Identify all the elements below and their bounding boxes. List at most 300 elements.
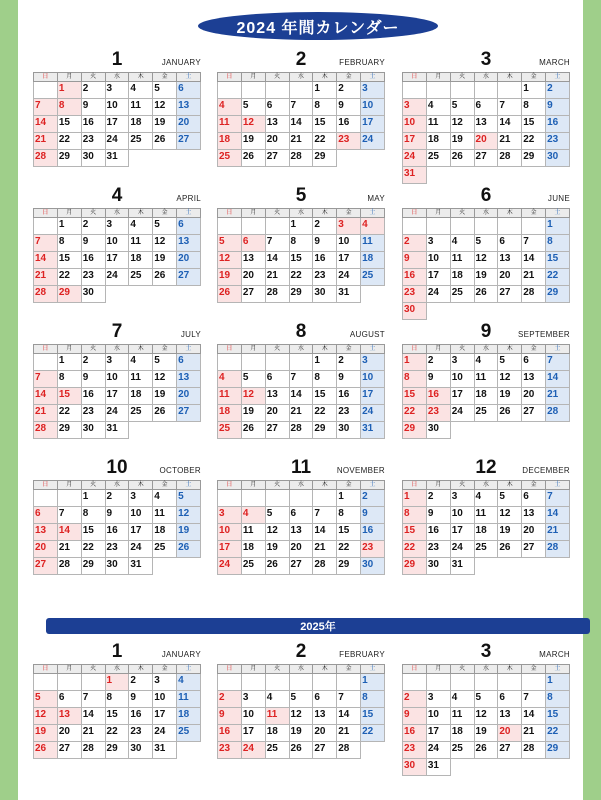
day-cell [313,269,337,286]
day-number: 4 [130,219,136,230]
day-cell [57,371,81,388]
day-cell [177,82,201,99]
day-cell [57,490,81,507]
day-number: 15 [58,389,70,400]
day-cell [337,674,361,691]
weekday-header: 月 [57,481,81,490]
day-number: 6 [178,83,184,94]
day-cell [218,116,242,133]
weekday-header: 土 [177,481,201,490]
weekday-header: 金 [337,73,361,82]
day-cell [522,725,546,742]
day-number: 18 [451,270,463,281]
day-cell [153,286,177,303]
day-cell [546,759,570,776]
week-row [403,167,570,184]
day-cell [265,524,289,541]
week-row [403,708,570,725]
day-cell [105,742,129,759]
day-cell [177,116,201,133]
week-row [218,558,385,575]
week-row [403,133,570,150]
day-cell [241,133,265,150]
day-number: 15 [404,389,416,400]
day-cell [498,354,522,371]
day-cell [403,725,427,742]
day-cell [289,371,313,388]
week-row [218,490,385,507]
day-number: 26 [154,134,166,145]
day-number: 15 [290,253,302,264]
weekday-header: 土 [361,665,385,674]
day-cell [129,150,153,167]
day-number: 28 [290,151,302,162]
day-cell [474,691,498,708]
day-number: 21 [523,726,535,737]
day-cell [265,691,289,708]
weekday-header: 日 [218,481,242,490]
day-number: 12 [219,253,231,264]
day-number: 18 [475,389,487,400]
day-number: 8 [338,508,344,519]
weekday-header: 火 [265,345,289,354]
day-cell [498,388,522,405]
day-cell [129,524,153,541]
month-name: JANUARY [161,650,201,659]
day-number: 31 [404,168,416,179]
day-number: 28 [35,423,47,434]
day-number: 26 [499,542,511,553]
day-cell [498,490,522,507]
day-cell [81,507,105,524]
day-cell [546,708,570,725]
day-number: 8 [82,508,89,519]
day-cell [361,422,385,439]
day-number: 9 [338,100,344,111]
day-cell [177,286,201,303]
day-number: 11 [130,236,141,247]
day-cell [177,490,201,507]
weekday-header: 水 [105,481,129,490]
day-cell [34,422,58,439]
day-number: 26 [290,743,302,754]
day-cell [337,490,361,507]
day-number: 4 [427,100,434,111]
day-cell [337,725,361,742]
week-row [403,541,570,558]
day-cell [546,252,570,269]
day-cell [34,558,58,575]
day-cell [450,218,474,235]
day-number: 16 [547,117,559,128]
day-cell [241,558,265,575]
day-cell [313,708,337,725]
month-number: 12 [475,457,497,478]
week-row [34,235,201,252]
weekday-header: 水 [105,345,129,354]
day-number: 30 [130,743,142,754]
day-cell [129,674,153,691]
day-number: 8 [404,372,410,383]
day-number: 12 [499,508,511,519]
day-number: 5 [154,83,160,94]
day-number: 16 [82,117,94,128]
day-cell [265,558,289,575]
day-cell [474,388,498,405]
month-number: 8 [295,321,307,342]
week-row [34,133,201,150]
day-cell [265,674,289,691]
weekday-header: 木 [129,73,153,82]
day-number: 8 [362,692,368,703]
day-number: 6 [178,355,184,366]
month-number: 5 [295,185,307,206]
day-cell [218,354,242,371]
day-cell [177,507,201,524]
day-cell [105,269,129,286]
day-number: 31 [130,559,142,570]
day-cell [546,507,570,524]
day-cell [546,405,570,422]
month-name: JULY [180,330,201,339]
day-number: 23 [427,542,439,553]
day-cell [177,558,201,575]
day-number: 7 [290,372,297,383]
day-number: 8 [58,236,65,247]
day-cell [241,354,265,371]
day-cell [450,742,474,759]
day-number: 24 [362,134,374,145]
day-number: 31 [451,559,463,570]
day-cell [403,524,427,541]
day-number: 22 [362,726,374,737]
day-cell [361,354,385,371]
weekday-header: 日 [403,73,427,82]
week-row [403,691,570,708]
day-number: 28 [35,151,47,162]
day-number: 21 [290,406,302,417]
day-cell [289,269,313,286]
day-cell [81,490,105,507]
day-number: 26 [219,287,231,298]
day-cell [474,133,498,150]
day-number: 28 [523,743,535,754]
day-cell [218,558,242,575]
day-number: 4 [154,491,160,502]
day-number: 12 [242,389,254,400]
weekday-header: 土 [546,73,570,82]
day-cell [81,674,105,691]
day-number: 11 [475,372,487,383]
day-number: 22 [314,134,326,145]
day-cell [426,133,450,150]
month-header [402,642,570,664]
day-cell [546,388,570,405]
day-number: 4 [178,675,184,686]
day-number: 18 [130,389,142,400]
day-number: 25 [178,726,190,737]
day-cell [218,133,242,150]
day-number: 4 [219,100,225,111]
weekday-header: 火 [81,665,105,674]
week-row [218,286,385,303]
day-cell [105,235,129,252]
day-number: 17 [451,525,463,536]
day-number: 11 [451,253,463,264]
day-cell [474,82,498,99]
day-number: 12 [178,508,190,519]
day-cell [522,405,546,422]
day-number: 26 [499,406,511,417]
day-number: 7 [35,100,41,111]
day-cell [450,524,474,541]
weekday-header: 月 [57,665,81,674]
day-cell [313,725,337,742]
week-row [218,388,385,405]
week-row [34,286,201,303]
day-cell [81,252,105,269]
day-cell [546,303,570,320]
day-cell [426,725,450,742]
week-row [34,507,201,524]
day-cell [337,405,361,422]
day-cell [265,218,289,235]
day-cell [241,371,265,388]
day-cell [129,286,153,303]
month-number: 3 [480,49,492,70]
day-cell [337,507,361,524]
day-cell [241,490,265,507]
weekday-header: 木 [313,73,337,82]
day-cell [57,507,81,524]
day-number: 16 [427,525,439,536]
day-number: 27 [35,559,47,570]
day-number: 5 [35,692,41,703]
month-2024-9 [402,322,570,439]
day-cell [403,490,427,507]
day-number: 10 [427,709,439,720]
day-cell [450,354,474,371]
day-number: 19 [154,389,166,400]
day-cell [289,490,313,507]
month-grid [217,480,385,575]
weekday-header: 水 [474,345,498,354]
day-cell [81,218,105,235]
month-2024-1 [33,50,201,167]
day-cell [337,150,361,167]
week-row [218,524,385,541]
day-cell [153,541,177,558]
weekday-header: 金 [522,481,546,490]
day-number: 5 [499,355,505,366]
day-number: 7 [523,692,529,703]
week-row [403,116,570,133]
month-grid [402,72,570,184]
weekday-header: 木 [498,481,522,490]
day-number: 1 [338,491,344,502]
day-number: 16 [82,253,94,264]
day-cell [426,742,450,759]
day-cell [426,218,450,235]
day-number: 19 [178,525,190,536]
day-number: 24 [451,542,463,553]
day-number: 29 [523,151,535,162]
day-number: 15 [58,117,70,128]
day-number: 13 [58,709,70,720]
day-cell [361,674,385,691]
day-cell [289,742,313,759]
day-cell [498,725,522,742]
day-cell [474,354,498,371]
day-number: 3 [451,355,458,366]
day-number: 9 [82,372,89,383]
day-number: 20 [314,726,326,737]
day-number: 8 [314,100,320,111]
day-cell [153,269,177,286]
day-number: 25 [130,270,142,281]
day-number: 12 [154,372,166,383]
day-number: 27 [523,542,535,553]
day-cell [57,541,81,558]
day-cell [105,116,129,133]
day-number: 3 [242,692,249,703]
day-number: 3 [106,83,113,94]
day-cell [522,708,546,725]
month-number: 2 [295,49,307,70]
day-number: 31 [106,423,118,434]
day-cell [153,150,177,167]
day-number: 18 [427,134,439,145]
calendar-sheet [18,0,583,800]
day-cell [426,490,450,507]
day-cell [34,269,58,286]
week-row [34,691,201,708]
day-number: 23 [219,743,231,754]
day-cell [34,691,58,708]
week-row [403,490,570,507]
day-number: 25 [242,559,254,570]
day-cell [81,133,105,150]
day-cell [218,541,242,558]
day-number: 8 [523,100,529,111]
day-number: 2 [219,692,225,703]
day-cell [450,252,474,269]
day-cell [105,422,129,439]
day-number: 2 [547,83,553,94]
day-cell [403,405,427,422]
day-number: 16 [404,270,416,281]
day-number: 12 [475,709,487,720]
day-cell [361,691,385,708]
day-cell [289,252,313,269]
day-cell [289,82,313,99]
day-number: 20 [475,134,487,145]
day-cell [426,541,450,558]
weekday-header: 日 [218,73,242,82]
day-number: 29 [547,287,559,298]
day-number: 9 [404,253,410,264]
day-number: 21 [266,270,278,281]
week-row [218,218,385,235]
week-row [34,116,201,133]
day-number: 6 [266,100,273,111]
day-cell [34,116,58,133]
day-number: 22 [547,726,559,737]
day-cell [153,82,177,99]
day-number: 6 [178,219,184,230]
day-number: 7 [82,692,89,703]
day-number: 24 [404,151,416,162]
day-cell [177,354,201,371]
day-number: 17 [154,709,166,720]
day-cell [241,116,265,133]
weekday-header: 金 [153,209,177,218]
day-cell [361,388,385,405]
day-cell [218,405,242,422]
day-number: 19 [475,726,487,737]
month-name: FEBRUARY [339,58,385,67]
day-cell [265,82,289,99]
day-number: 6 [523,355,529,366]
day-cell [241,742,265,759]
day-cell [498,150,522,167]
day-number: 7 [35,236,41,247]
day-cell [403,742,427,759]
month-2025-1 [33,642,201,759]
day-cell [361,742,385,759]
day-cell [522,674,546,691]
day-cell [218,371,242,388]
month-header [217,186,385,208]
weekday-header: 土 [361,73,385,82]
day-cell [218,507,242,524]
day-cell [105,708,129,725]
weekday-header: 土 [546,345,570,354]
day-number: 2 [130,675,136,686]
day-number: 21 [338,726,350,737]
day-cell [177,99,201,116]
day-cell [129,235,153,252]
day-cell [177,269,201,286]
day-number: 7 [314,508,320,519]
day-cell [177,422,201,439]
day-cell [337,742,361,759]
month-2024-2 [217,50,385,167]
weekday-header: 金 [522,209,546,218]
day-number: 27 [499,743,511,754]
day-cell [426,524,450,541]
day-number: 15 [547,709,559,720]
day-number: 4 [451,236,458,247]
month-number: 10 [106,457,128,478]
day-cell [522,541,546,558]
day-number: 2 [82,355,89,366]
weekday-header: 金 [153,73,177,82]
day-cell [450,725,474,742]
day-number: 12 [154,236,166,247]
day-cell [313,82,337,99]
month-grid [402,344,570,439]
day-cell [426,708,450,725]
week-row [34,524,201,541]
day-cell [337,235,361,252]
day-cell [289,674,313,691]
day-cell [546,82,570,99]
day-number: 24 [451,406,463,417]
day-cell [129,541,153,558]
week-row [218,405,385,422]
day-number: 9 [82,100,89,111]
